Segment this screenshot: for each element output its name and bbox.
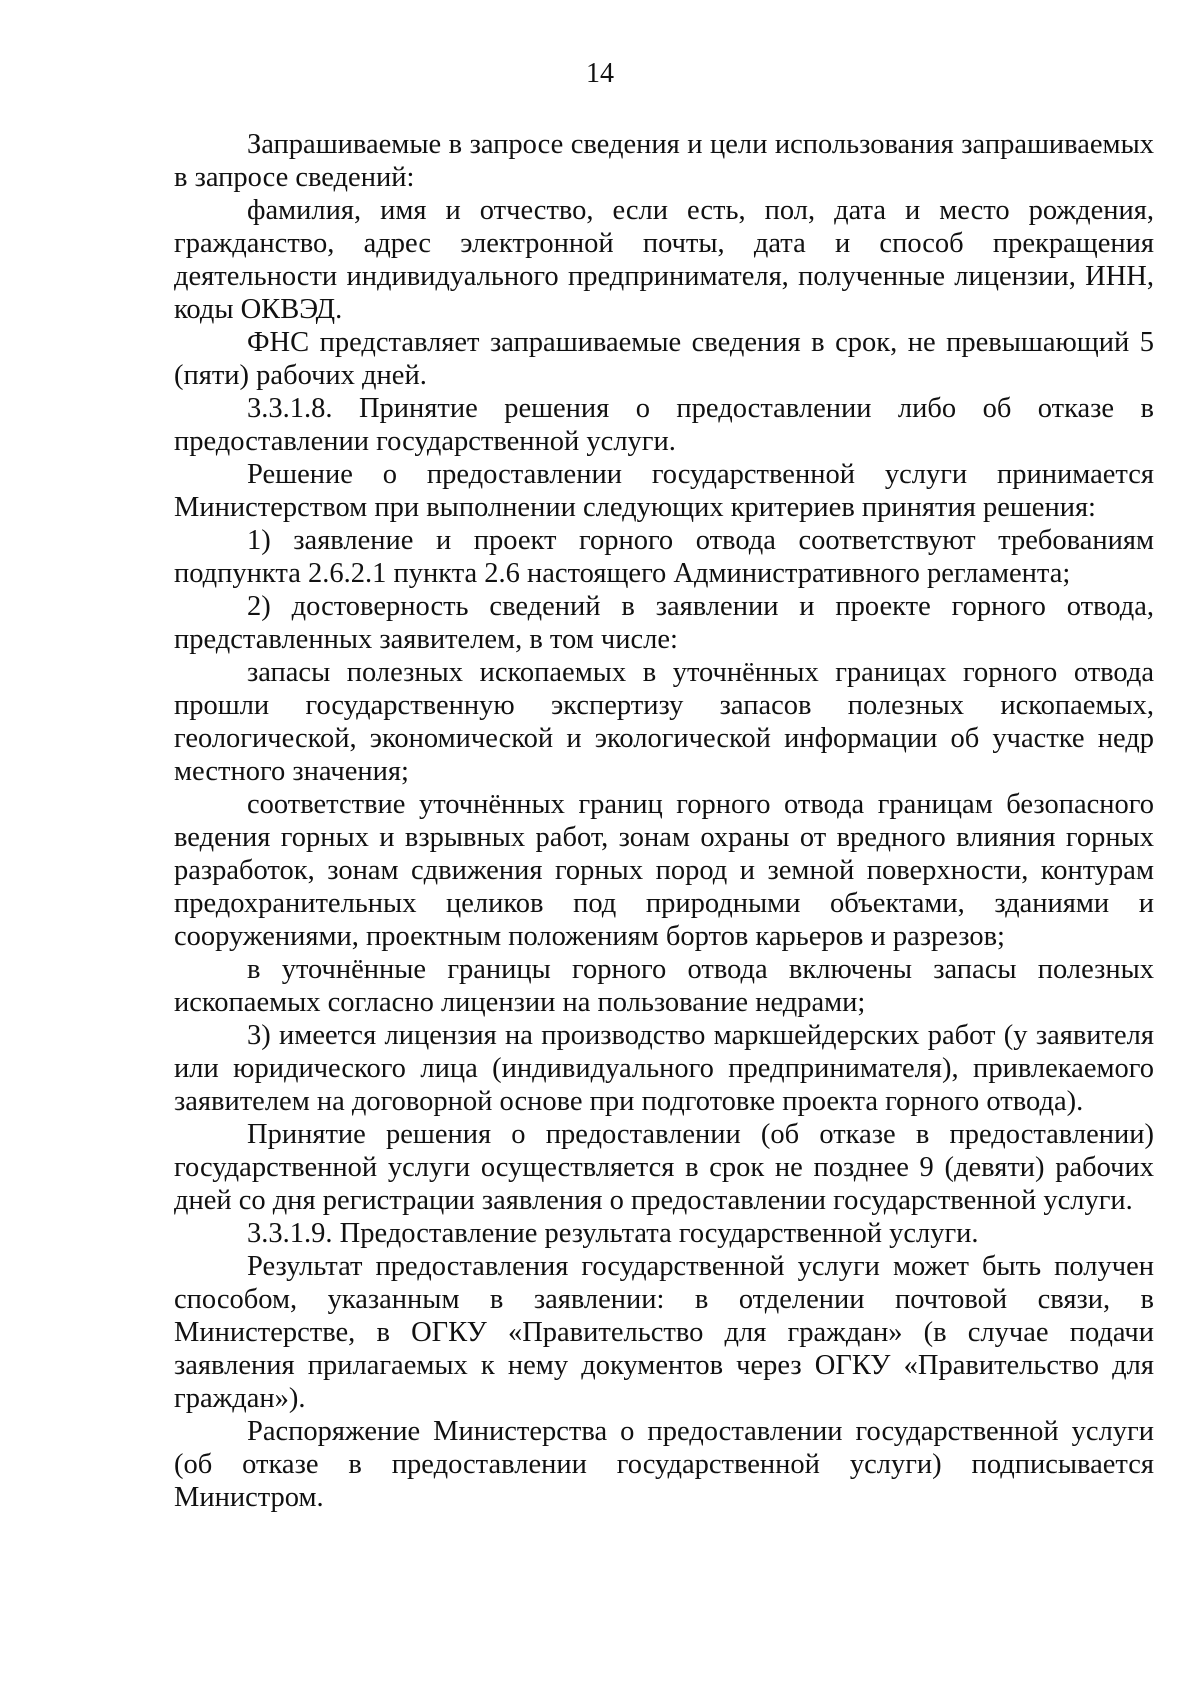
- paragraph-personal-data: фамилия, имя и отчество, если есть, пол, дата и место рождения, гражданство, адрес электронной почты, дата и способ прекращения деятельности индивидуального предпринимателя, полученные лицензии, ИНН, коды ОКВЭД.: [174, 195, 1154, 325]
- page-number: 14: [586, 58, 614, 89]
- document-body: [174, 128, 1154, 1514]
- paragraph-criterion-3: 3) имеется лицензия на производство маркшейдерских работ (у заявителя или юридического лица (индивидуального предпринимателя), привлекаемого заявителем на договорной основе при подготовке проекта горного отвода).: [174, 1020, 1154, 1117]
- paragraph-criterion-2: 2) достоверность сведений в заявлении и проекте горного отвода, представленных заявителем, в том числе:: [174, 591, 1154, 655]
- paragraph-boundaries-compliance: соответствие уточнённых границ горного отвода границам безопасного ведения горных и взрывных работ, зонам охраны от вредного влияния горных разработок, зонам сдвижения горных пород и земной поверхности, контурам предохранительных целиков под природными объектами, зданиями и сооружениями, проектным положениям бортов карьеров и разрезов;: [174, 789, 1154, 952]
- paragraph-fns-deadline: ФНС представляет запрашиваемые сведения в срок, не превышающий 5 (пяти) рабочих дней.: [174, 327, 1154, 391]
- paragraph-result-delivery: Результат предоставления государственной услуги может быть получен способом, указанным в заявлении: в отделении почтовой связи, в Министерстве, в ОГКУ «Правительство для граждан» (в случае подачи заявления прилагаемых к нему документов через ОГКУ «Правительство для граждан»).: [174, 1251, 1154, 1414]
- paragraph-decision-criteria: Решение о предоставлении государственной услуги принимается Министерством при выполнении следующих критериев принятия решения:: [174, 459, 1154, 523]
- paragraph-requested-info: Запрашиваемые в запросе сведения и цели использования запрашиваемых в запросе сведений:: [174, 129, 1154, 193]
- paragraph-section-3-3-1-8: 3.3.1.8. Принятие решения о предоставлении либо об отказе в предоставлении государственной услуги.: [174, 393, 1154, 457]
- paragraph-order-signing: Распоряжение Министерства о предоставлении государственной услуги (об отказе в предоставлении государственной услуги) подписывается Министром.: [174, 1416, 1154, 1513]
- paragraph-decision-deadline: Принятие решения о предоставлении (об отказе в предоставлении) государственной услуги осуществляется в срок не позднее 9 (девяти) рабочих дней со дня регистрации заявления о предоставлении государственной услуги.: [174, 1119, 1154, 1216]
- paragraph-section-3-3-1-9: 3.3.1.9. Предоставление результата государственной услуги.: [247, 1218, 979, 1249]
- paragraph-reserves-expertise: запасы полезных ископаемых в уточнённых границах горного отвода прошли государственную экспертизу запасов полезных ископаемых, геологической, экономической и экологической информации об участке недр местного значения;: [174, 657, 1154, 787]
- paragraph-reserves-license: в уточнённые границы горного отвода включены запасы полезных ископаемых согласно лицензии на пользование недрами;: [174, 954, 1154, 1018]
- paragraph-criterion-1: 1) заявление и проект горного отвода соответствуют требованиям подпункта 2.6.2.1 пункта 2.6 настоящего Административного регламента;: [174, 525, 1154, 589]
